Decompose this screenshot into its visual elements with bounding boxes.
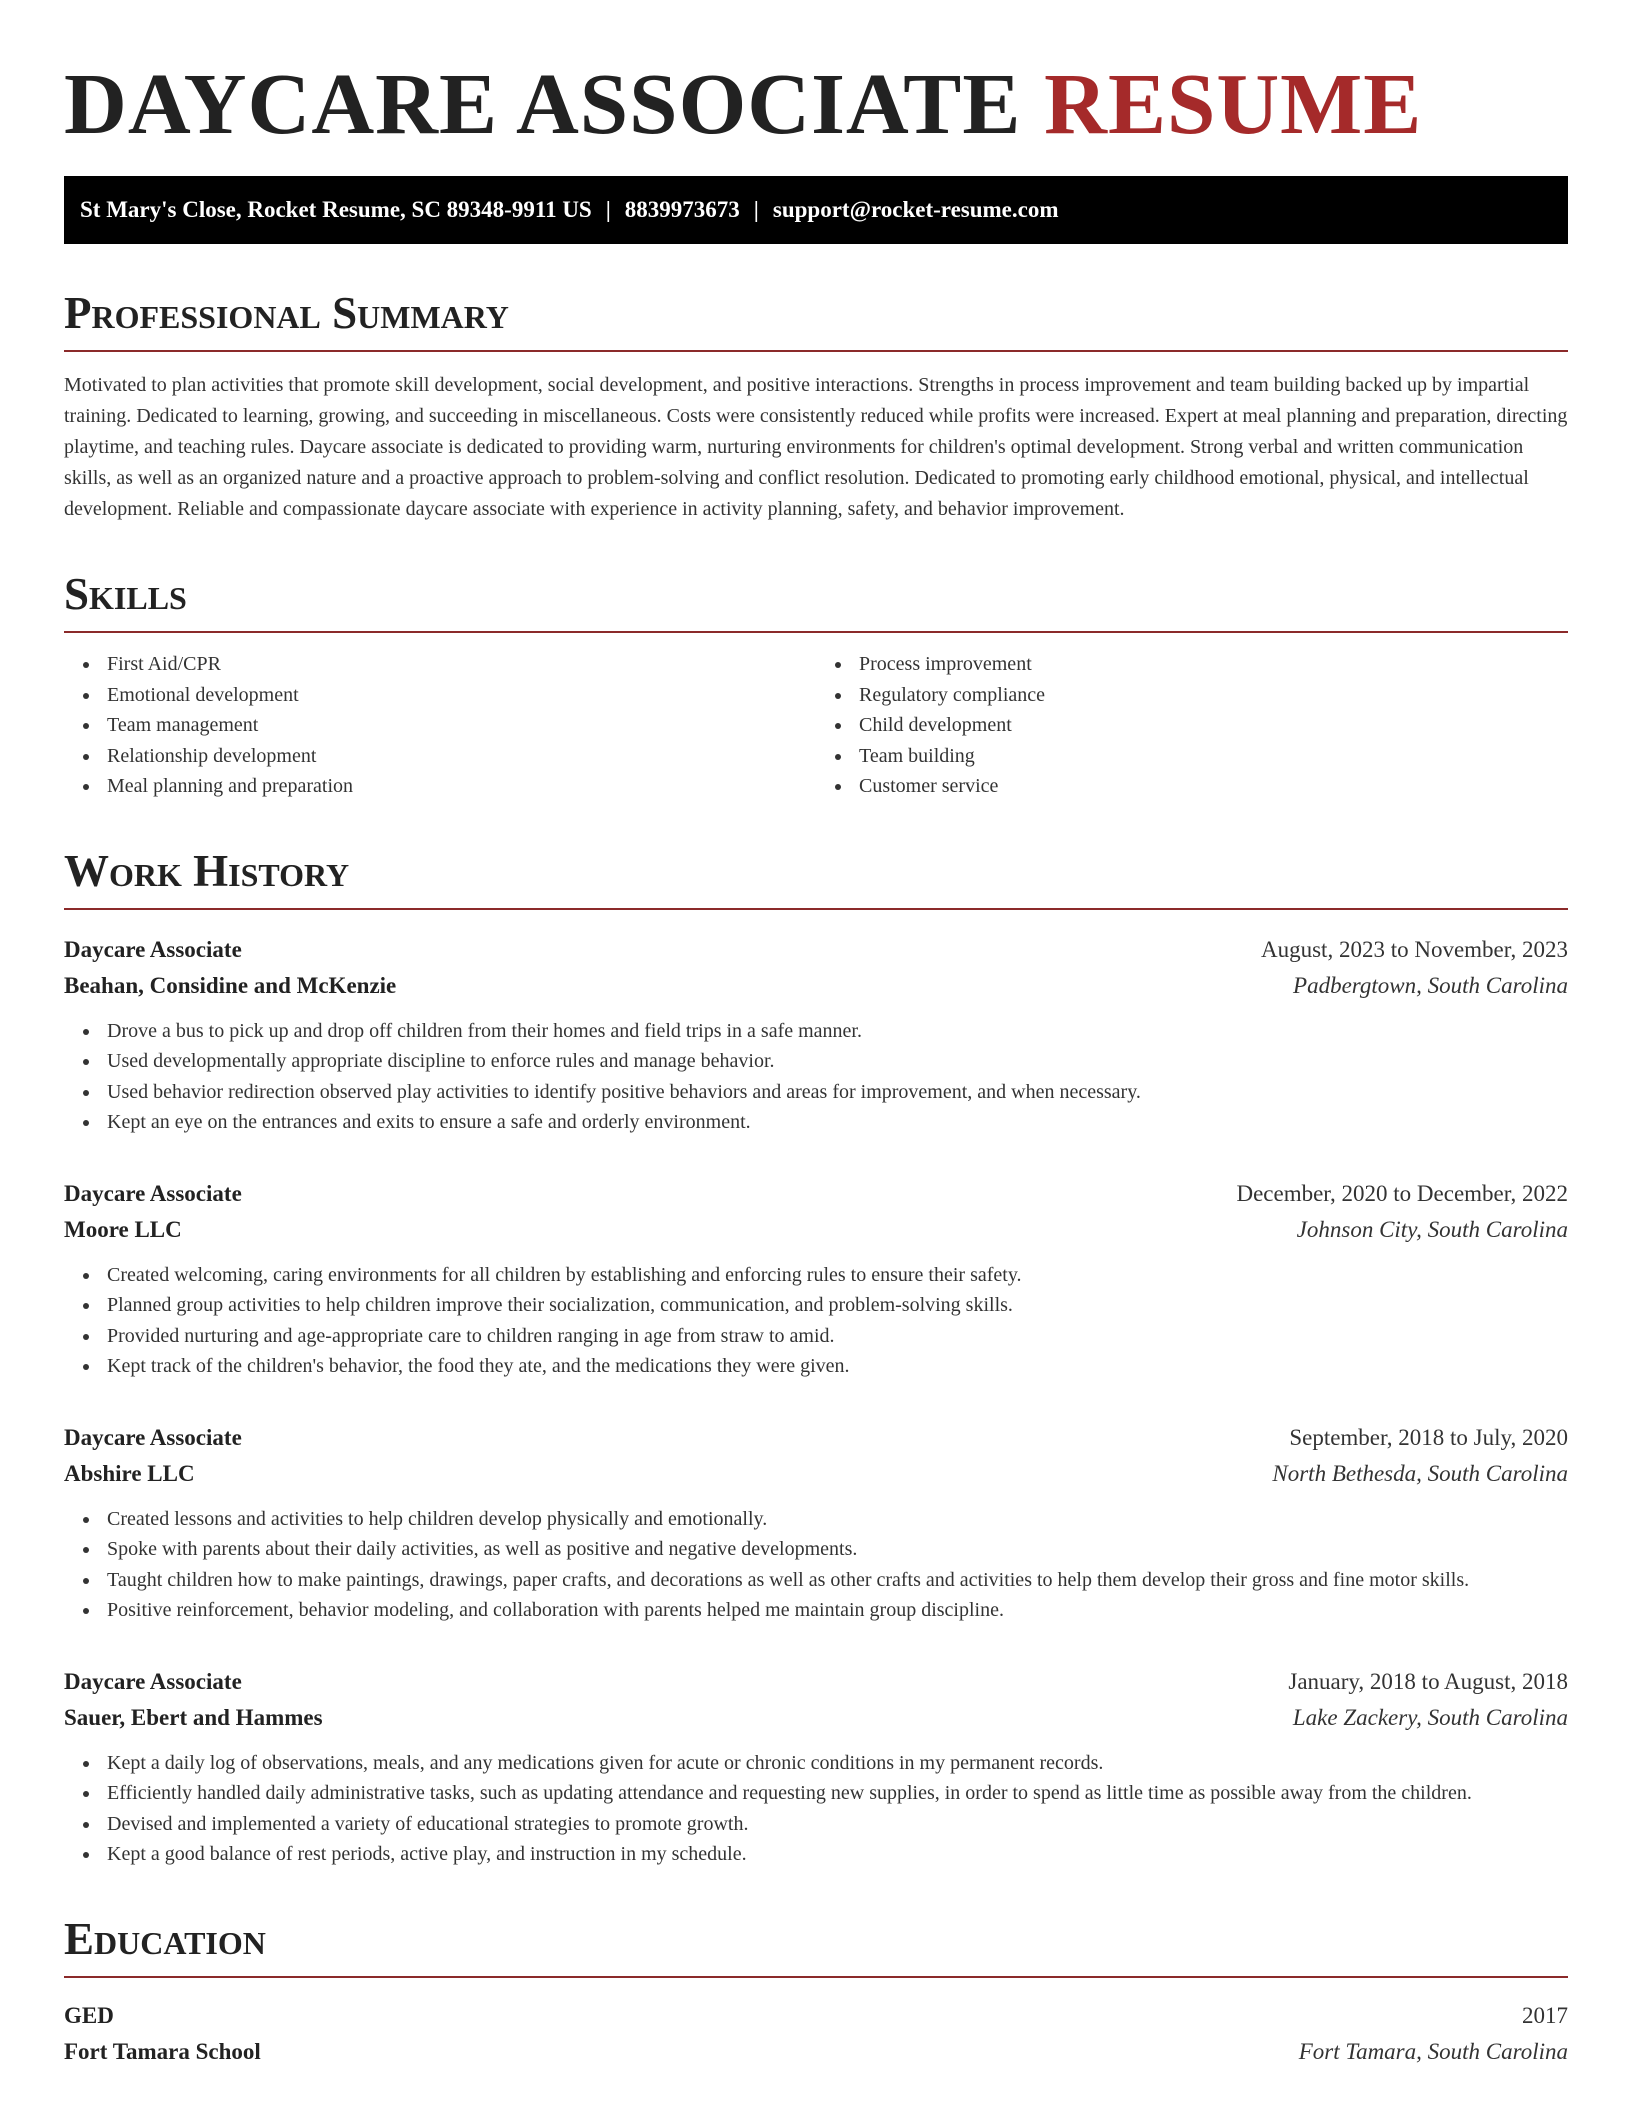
- skill-item: Relationship development: [107, 741, 816, 772]
- work-section: [64, 846, 1568, 1870]
- education-degree: GED: [64, 2002, 114, 2028]
- contact-address: St Mary's Close, Rocket Resume, SC 89348-9911 US: [80, 197, 592, 222]
- job-title: Daycare Associate: [64, 1668, 242, 1694]
- skill-item: Regulatory compliance: [859, 680, 1568, 711]
- job-location: Johnson City, South Carolina: [1296, 1216, 1568, 1242]
- job-dates: December, 2020 to December, 2022: [1236, 1180, 1568, 1206]
- job-title: Daycare Associate: [64, 936, 242, 962]
- resume-title-main: DAYCARE ASSOCIATE: [64, 55, 1022, 152]
- duty-item: Spoke with parents about their daily activities, as well as positive and negative developments.: [107, 1534, 1568, 1565]
- education-heading: Education: [64, 1914, 1568, 1978]
- duty-item: Devised and implemented a variety of educational strategies to promote growth.: [107, 1809, 1568, 1840]
- summary-section: [64, 288, 1568, 525]
- duty-item: Positive reinforcement, behavior modeling, and collaboration with parents helped me maintain group discipline.: [107, 1595, 1568, 1626]
- skill-item: Meal planning and preparation: [107, 771, 816, 802]
- summary-heading: Professional Summary: [64, 288, 1568, 352]
- skill-item: Emotional development: [107, 680, 816, 711]
- duty-item: Planned group activities to help children improve their socialization, communication, and problem-solving skills.: [107, 1290, 1568, 1321]
- job-duties: [64, 1504, 1568, 1626]
- duty-item: Used developmentally appropriate discipline to enforce rules and manage behavior.: [107, 1046, 1568, 1077]
- skills-section: [64, 569, 1568, 802]
- job-duties: [64, 1016, 1568, 1138]
- education-year: 2017: [1522, 2002, 1568, 2028]
- job-entry: [64, 1664, 1568, 1870]
- skill-item: Team building: [859, 741, 1568, 772]
- job-subheader: [64, 1456, 1568, 1492]
- contact-phone: 8839973673: [624, 197, 740, 222]
- duty-item: Created lessons and activities to help children develop physically and emotionally.: [107, 1504, 1568, 1535]
- duty-item: Provided nurturing and age-appropriate care to children ranging in age from straw to amid.: [107, 1321, 1568, 1352]
- job-dates: August, 2023 to November, 2023: [1261, 936, 1568, 962]
- skill-item: Customer service: [859, 771, 1568, 802]
- job-entry: [64, 1176, 1568, 1382]
- work-heading: Work History: [64, 846, 1568, 910]
- summary-text: Motivated to plan activities that promote skill development, social development, and positive interactions. Strengths in process improvement and team building backed up by impartial training. Dedicated to learning, growing, and succeeding in miscellaneous. Costs were consistently reduced while profits were increased. Expert at meal planning and preparation, directing playtime, and teaching rules. Daycare associate is dedicated to providing warm, nurturing environments for children's optimal development. Strong verbal and written communication skills, as well as an organized nature and a proactive approach to problem-solving and conflict resolution. Dedicated to promoting early childhood emotional, physical, and intellectual development. Reliable and compassionate daycare associate with experience in activity planning, safety, and behavior improvement.: [64, 374, 1568, 520]
- contact-separator: |: [605, 197, 611, 222]
- education-subheader: [64, 2034, 1568, 2070]
- job-location: Padbergtown, South Carolina: [1293, 972, 1568, 998]
- duty-item: Kept track of the children's behavior, the food they ate, and the medications they were given.: [107, 1351, 1568, 1382]
- job-subheader: [64, 1700, 1568, 1736]
- resume-title-accent: RESUME: [1044, 55, 1423, 152]
- duty-item: Drove a bus to pick up and drop off children from their homes and field trips in a safe manner.: [107, 1016, 1568, 1047]
- contact-email: support@rocket-resume.com: [772, 197, 1059, 222]
- job-duties: [64, 1748, 1568, 1870]
- job-subheader: [64, 968, 1568, 1004]
- job-location: Lake Zackery, South Carolina: [1292, 1704, 1568, 1730]
- duty-item: Used behavior redirection observed play activities to identify positive behaviors and areas for improvement, and when necessary.: [107, 1077, 1568, 1108]
- duty-item: Kept an eye on the entrances and exits to ensure a safe and orderly environment.: [107, 1107, 1568, 1138]
- duty-item: Created welcoming, caring environments for all children by establishing and enforcing rules to ensure their safety.: [107, 1260, 1568, 1291]
- skill-item: Child development: [859, 710, 1568, 741]
- education-header: [64, 1998, 1568, 2034]
- job-entry: [64, 932, 1568, 1138]
- job-company: Moore LLC: [64, 1216, 182, 1242]
- duty-item: Kept a good balance of rest periods, active play, and instruction in my schedule.: [107, 1839, 1568, 1870]
- job-title: Daycare Associate: [64, 1180, 242, 1206]
- duty-item: Kept a daily log of observations, meals, and any medications given for acute or chronic conditions in my permanent records.: [107, 1748, 1568, 1779]
- job-header: [64, 1176, 1568, 1212]
- job-location: North Bethesda, South Carolina: [1272, 1460, 1568, 1486]
- job-entry: [64, 1420, 1568, 1626]
- skills-list-right: [816, 649, 1568, 802]
- job-header: [64, 1664, 1568, 1700]
- skill-item: Team management: [107, 710, 816, 741]
- skill-item: First Aid/CPR: [107, 649, 816, 680]
- education-school: Fort Tamara School: [64, 2038, 261, 2064]
- education-section: [64, 1914, 1568, 2070]
- skills-list-left: [64, 649, 816, 802]
- job-company: Abshire LLC: [64, 1460, 195, 1486]
- contact-separator: |: [753, 197, 759, 222]
- skill-item: Process improvement: [859, 649, 1568, 680]
- job-subheader: [64, 1212, 1568, 1248]
- duty-item: Taught children how to make paintings, drawings, paper crafts, and decorations as well as other crafts and activities to help them develop their gross and fine motor skills.: [107, 1565, 1568, 1596]
- education-entry: [64, 1998, 1568, 2070]
- job-title: Daycare Associate: [64, 1424, 242, 1450]
- job-company: Beahan, Considine and McKenzie: [64, 972, 397, 998]
- skills-grid: [64, 649, 1568, 802]
- duty-item: Efficiently handled daily administrative tasks, such as updating attendance and requesting new supplies, in order to spend as little time as possible away from the children.: [107, 1778, 1568, 1809]
- job-dates: January, 2018 to August, 2018: [1288, 1668, 1568, 1694]
- job-company: Sauer, Ebert and Hammes: [64, 1704, 323, 1730]
- job-dates: September, 2018 to July, 2020: [1289, 1424, 1568, 1450]
- resume-title: [64, 0, 1568, 176]
- job-duties: [64, 1260, 1568, 1382]
- job-header: [64, 1420, 1568, 1456]
- education-location: Fort Tamara, South Carolina: [1298, 2038, 1568, 2064]
- skills-heading: Skills: [64, 569, 1568, 633]
- contact-bar: [64, 176, 1568, 244]
- job-header: [64, 932, 1568, 968]
